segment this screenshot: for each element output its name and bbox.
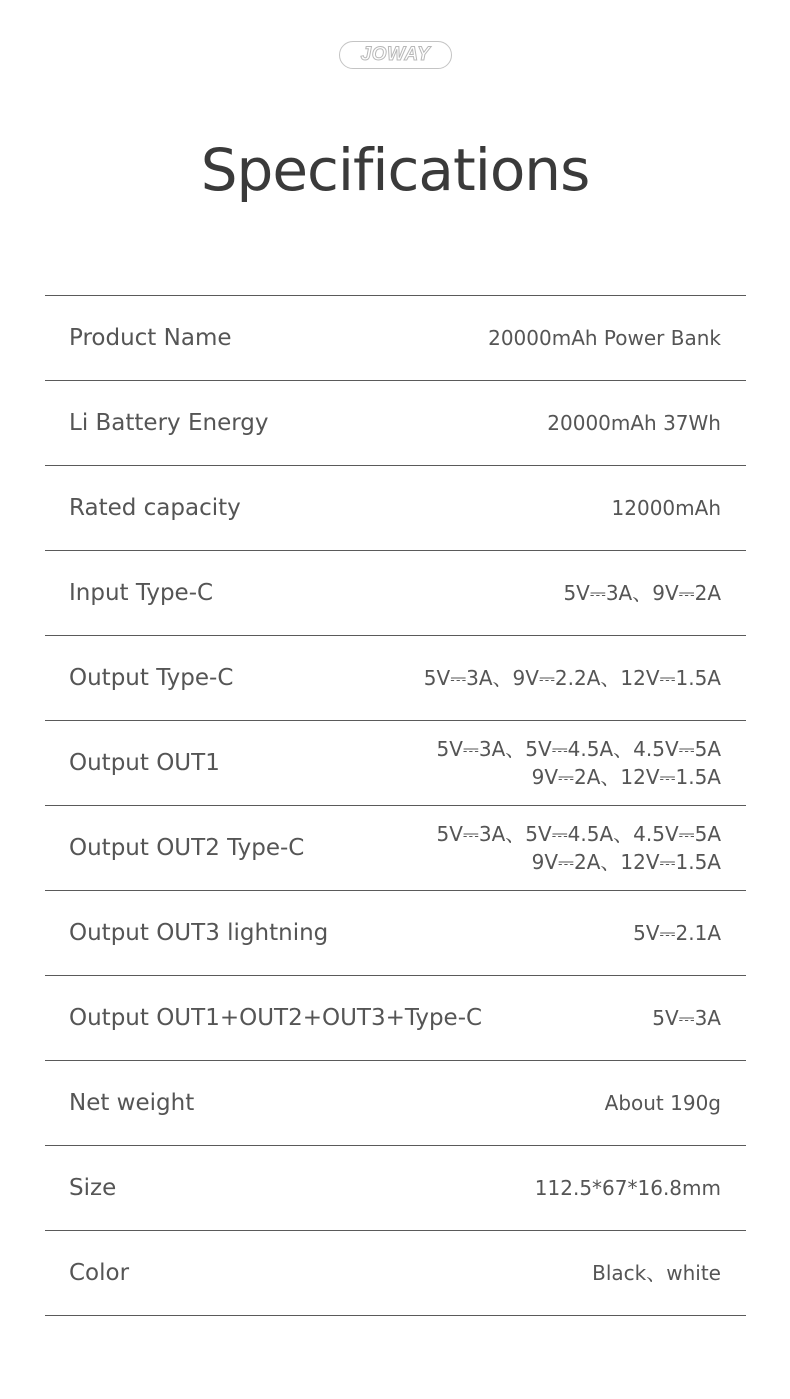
spec-value	[563, 579, 721, 607]
spec-value-line: 5V⎓3A、9V⎓2A	[563, 581, 721, 605]
spec-row	[45, 296, 746, 381]
spec-row	[45, 891, 746, 976]
spec-value-line: 9V⎓2A、12V⎓1.5A	[531, 850, 721, 874]
spec-label: Size	[69, 1175, 117, 1201]
spec-row	[45, 806, 746, 891]
spec-value-line: Black、white	[592, 1261, 721, 1285]
spec-value	[652, 1004, 721, 1032]
spec-value-line: About 190g	[604, 1091, 721, 1115]
spec-table	[45, 295, 746, 1316]
spec-row	[45, 551, 746, 636]
page-title: Specifications	[200, 136, 590, 204]
spec-value	[437, 735, 721, 791]
spec-row	[45, 636, 746, 721]
spec-value-line: 9V⎓2A、12V⎓1.5A	[531, 765, 721, 789]
spec-label: Output OUT3 lightning	[69, 920, 329, 946]
spec-value-line: 5V⎓3A、5V⎓4.5A、4.5V⎓5A	[436, 822, 721, 846]
spec-label: Output OUT2 Type-C	[69, 835, 305, 861]
spec-row	[45, 976, 746, 1061]
spec-value-line: 20000mAh 37Wh	[547, 411, 721, 435]
spec-value	[592, 1259, 721, 1287]
spec-row	[45, 381, 746, 466]
spec-value	[547, 409, 721, 437]
spec-value	[437, 820, 721, 876]
spec-value-line: 20000mAh Power Bank	[488, 326, 721, 350]
spec-value	[605, 1089, 721, 1117]
spec-row	[45, 466, 746, 551]
spec-value	[535, 1174, 721, 1202]
spec-label: Net weight	[69, 1090, 195, 1116]
spec-value-line: 112.5*67*16.8mm	[534, 1176, 721, 1200]
spec-label: Output OUT1+OUT2+OUT3+Type-C	[69, 1005, 483, 1031]
spec-label: Color	[69, 1260, 130, 1286]
spec-row	[45, 721, 746, 806]
spec-label: Output OUT1	[69, 750, 220, 776]
spec-value-line: 5V⎓3A、9V⎓2.2A、12V⎓1.5A	[423, 666, 721, 690]
spec-label: Li Battery Energy	[69, 410, 269, 436]
spec-value-line: 12000mAh	[611, 496, 721, 520]
spec-label: Input Type-C	[69, 580, 214, 606]
spec-value	[424, 664, 721, 692]
spec-value	[488, 324, 721, 352]
brand-logo-text: JOWAY	[360, 44, 431, 65]
spec-label: Product Name	[69, 325, 232, 351]
spec-row	[45, 1146, 746, 1231]
spec-label: Rated capacity	[69, 495, 241, 521]
spec-value-line: 5V⎓3A	[652, 1006, 721, 1030]
spec-value	[612, 494, 721, 522]
spec-label: Output Type-C	[69, 665, 234, 691]
brand-logo	[339, 41, 452, 69]
spec-row	[45, 1231, 746, 1316]
spec-row	[45, 1061, 746, 1146]
spec-value-line: 5V⎓2.1A	[633, 921, 721, 945]
spec-value	[633, 919, 721, 947]
spec-value-line: 5V⎓3A、5V⎓4.5A、4.5V⎓5A	[436, 737, 721, 761]
